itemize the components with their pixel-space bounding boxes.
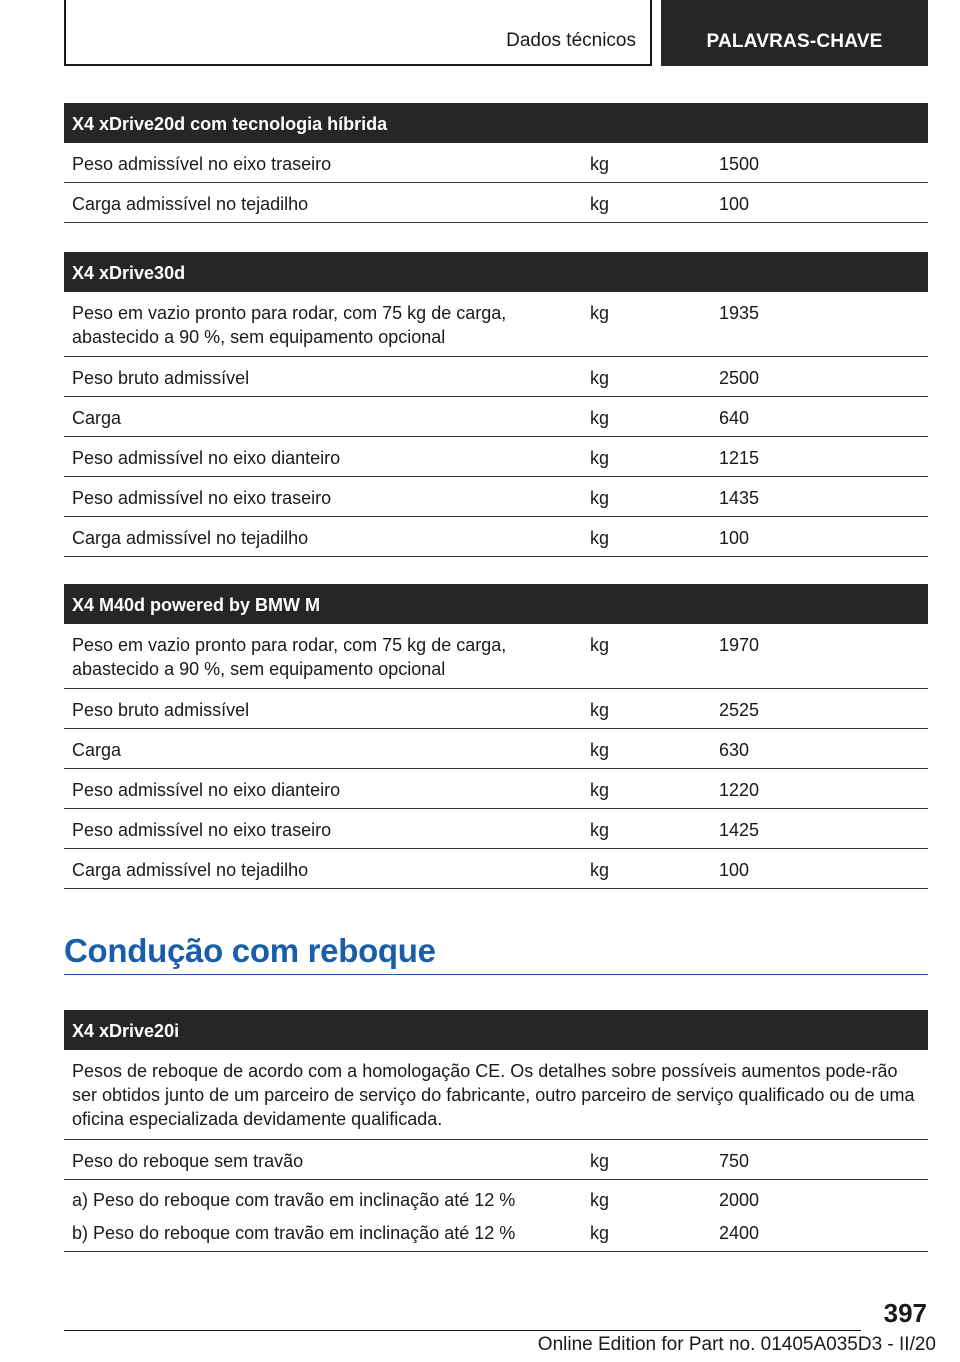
table-row [64,769,928,809]
row-unit: kg [590,488,610,508]
row-value: 2400 [719,1223,760,1243]
row-unit: kg [590,408,610,428]
table-row [64,1140,928,1180]
table-title: X4 xDrive20d com tecnologia híbrida [64,103,928,143]
row-label: Peso admissível no eixo traseiro [72,154,332,174]
row-unit: kg [590,368,610,388]
row-label: Carga admissível no tejadilho [72,528,309,548]
table-row [64,143,928,183]
row-value: 1425 [719,820,760,840]
row-value: 640 [719,408,750,428]
row-label: Peso admissível no eixo dianteiro [72,780,341,800]
row-value: 630 [719,740,750,760]
row-unit: kg [590,194,610,214]
row-unit: kg [590,1190,610,1210]
table-row [64,397,928,437]
table-row [64,1180,928,1252]
row-label: Peso em vazio pronto para rodar, com 75 kg de carga, abastecido a 90 %, sem equipamento opcional [72,635,507,679]
table-row [64,357,928,397]
row-label: Carga admissível no tejadilho [72,194,309,214]
footer-divider [64,1330,861,1331]
table-x4-xdrive30d [64,252,928,557]
row-value: 1435 [719,488,760,508]
row-label: Peso admissível no eixo traseiro [72,488,332,508]
row-label: a) Peso do reboque com travão em inclinação até 12 % [72,1190,516,1210]
table-title: X4 xDrive30d [64,252,928,292]
row-label: Carga [72,740,122,760]
note-text: Pesos de reboque de acordo com a homologação CE. Os detalhes sobre possíveis aumentos pode-rão ser obtidos junto de um parceiro de serviço do fabricante, outro parceiro de serviço qualificado ou de uma oficina especializada devidamente qualificada. [72,1061,915,1129]
row-value: 2500 [719,368,760,388]
header-section-title: Dados técnicos [506,30,636,51]
table-row [64,183,928,223]
row-label: Peso do reboque sem travão [72,1151,304,1171]
row-unit: kg [590,154,610,174]
page-number: 397 [883,1298,927,1328]
table-note [64,1050,928,1140]
table-row [64,624,928,689]
row-label: Peso admissível no eixo dianteiro [72,448,341,468]
header-keyword-tab[interactable]: PALAVRAS-CHAVE [661,0,928,66]
row-label: Peso admissível no eixo traseiro [72,820,332,840]
row-label: Carga [72,408,122,428]
row-unit: kg [590,740,610,760]
row-value: 1500 [719,154,760,174]
row-value: 2000 [719,1190,760,1210]
row-value: 750 [719,1151,750,1171]
section-title: Condução com reboque [64,932,436,969]
row-label: Peso bruto admissível [72,700,250,720]
table-title: X4 M40d powered by BMW M [64,584,928,624]
table-row [64,292,928,357]
row-value: 100 [719,860,750,880]
table-row [64,689,928,729]
row-unit: kg [590,448,610,468]
table-row [64,849,928,889]
row-label: Peso bruto admissível [72,368,250,388]
page-header [64,0,928,66]
row-unit: kg [590,860,610,880]
row-unit: kg [590,700,610,720]
row-value: 2525 [719,700,760,720]
table-x4-xdrive20d-hybrid [64,103,928,223]
row-unit: kg [590,820,610,840]
row-value: 1970 [719,635,760,655]
row-value: 100 [719,194,750,214]
row-value: 1215 [719,448,760,468]
table-row [64,517,928,557]
table-title: X4 xDrive20i [64,1010,928,1050]
row-value: 1220 [719,780,760,800]
row-unit: kg [590,528,610,548]
table-row [64,477,928,517]
table-x4-xdrive20i-trailer [64,1010,928,1252]
footer-edition: Online Edition for Part no. 01405A035D3 - II/20 [537,1334,936,1355]
row-unit: kg [590,780,610,800]
table-x4-m40d [64,584,928,889]
table-row [64,809,928,849]
row-value: 1935 [719,303,760,323]
section-divider [64,974,928,975]
row-unit: kg [590,1223,610,1243]
row-unit: kg [590,635,610,655]
table-row [64,729,928,769]
row-value: 100 [719,528,750,548]
row-unit: kg [590,303,610,323]
row-label: Peso em vazio pronto para rodar, com 75 kg de carga, abastecido a 90 %, sem equipamento opcional [72,303,507,347]
row-unit: kg [590,1151,610,1171]
row-label: Carga admissível no tejadilho [72,860,309,880]
table-row [64,437,928,477]
row-label: b) Peso do reboque com travão em inclinação até 12 % [72,1223,516,1243]
